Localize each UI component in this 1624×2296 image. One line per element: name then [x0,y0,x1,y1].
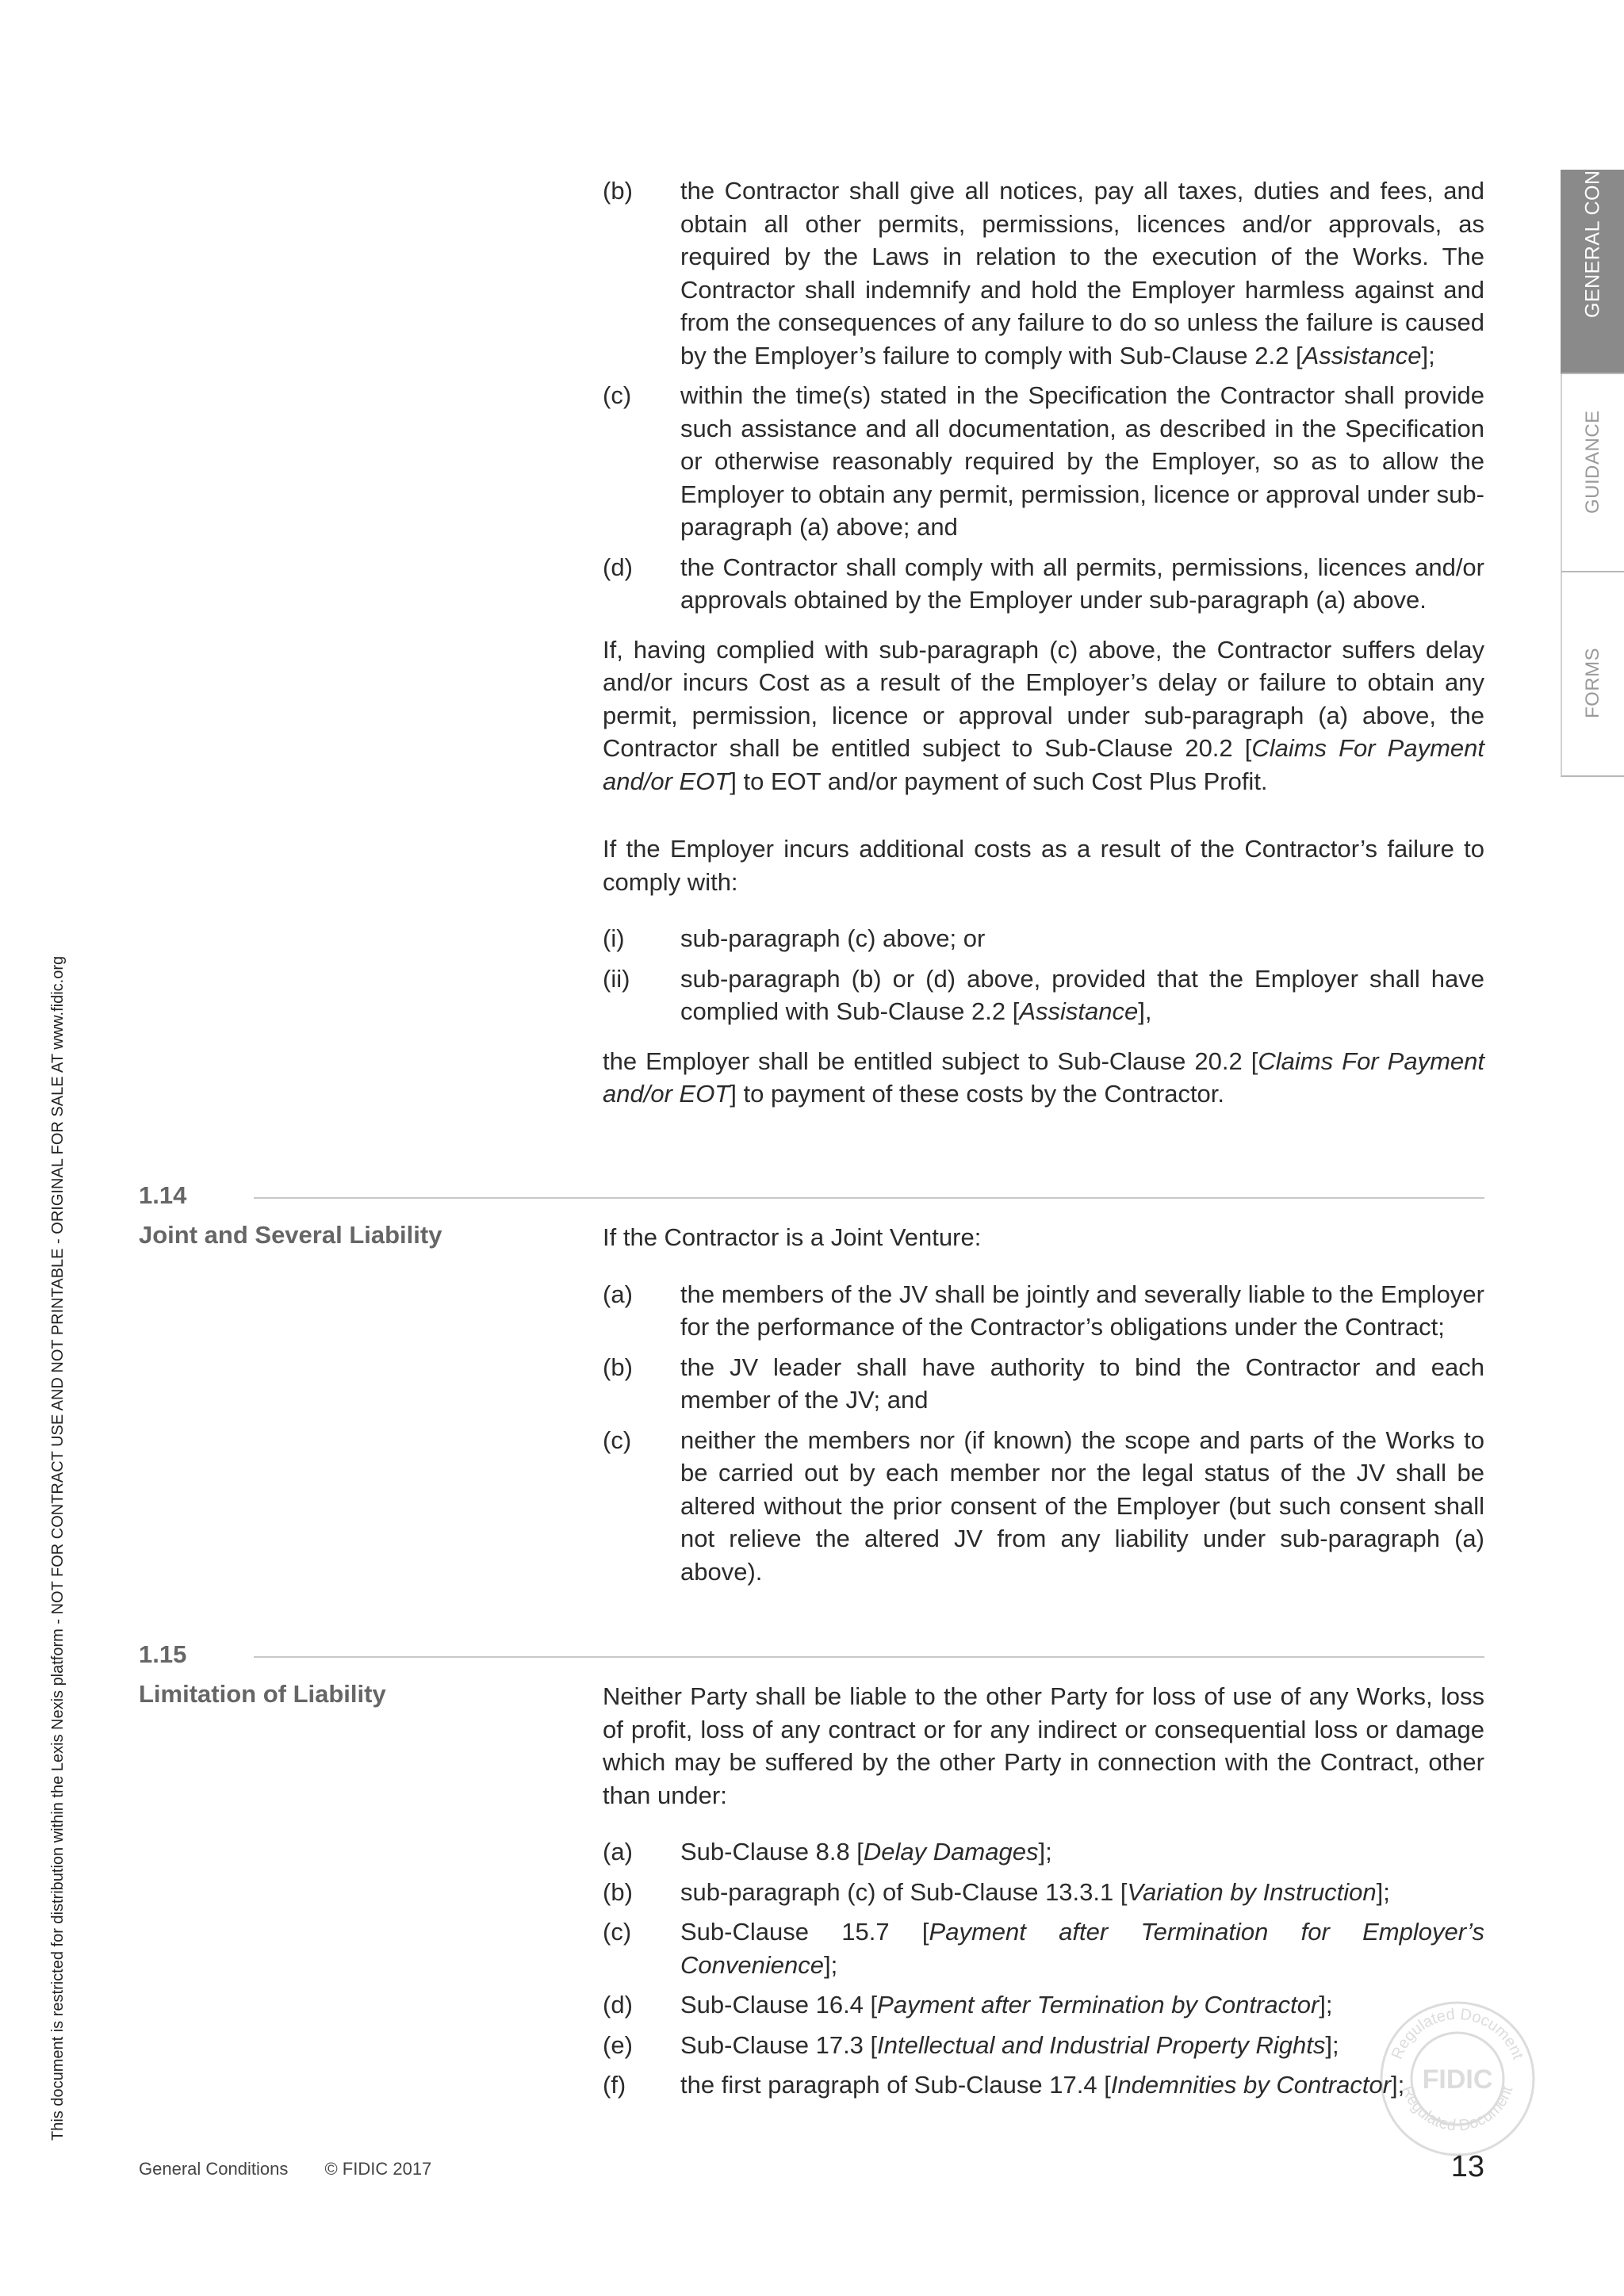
list-item [603,1351,1484,1417]
item-after: ]; [1319,1991,1333,2019]
para-text: the Employer shall be entitled subject to Sub-Clause 20.2 [ [603,1047,1258,1075]
item-label: (c) [603,381,632,409]
tab-forms[interactable] [1561,572,1624,777]
paragraph: If the Employer incurs additional costs as a result of the Contractor’s failure to comply with: [603,835,1484,896]
section-title: Joint and Several Liability [139,1221,442,1249]
section-tabs [1561,86,1624,777]
item-after: ], [1138,997,1152,1025]
item-italic: Intellectual and Industrial Property Rights [877,2030,1326,2059]
fidic-regulated-stamp [1378,1999,1537,2158]
stamp-bottom-text: Regulated Document [1398,2083,1517,2135]
section-divider [254,1197,1484,1199]
item-label: (a) [603,1838,633,1866]
list-item [603,1835,1484,1869]
item-label: (b) [603,1877,633,1906]
item-text: sub-paragraph (b) or (d) above, provided that the Employer shall have complied with Sub-Clause 2.2 [ [680,964,1484,1025]
paragraph [603,1045,1484,1111]
para-after: ] to payment of these costs by the Contractor. [730,1080,1225,1108]
footer-copyright: © FIDIC 2017 [324,2159,432,2179]
page-footer [139,2159,463,2179]
list-item [603,2068,1484,2102]
item-italic: Payment after Termination for Employer’s Convenience [680,1918,1485,1979]
item-after: ]; [1376,1877,1390,1906]
side-disclaimer: This document is restricted for distribution within the Lexis Nexis platform - NOT FOR CONTRACT USE AND NOT PRINTABLE - ORIGINAL FOR SALE AT www.fidic.org [49,955,67,2141]
item-text: sub-paragraph (c) of Sub-Clause 13.3.1 [ [680,1877,1128,1906]
main-text [603,174,1484,1111]
tab-guidance[interactable] [1561,374,1624,572]
paragraph [603,633,1484,798]
section-divider [254,1656,1484,1658]
item-after: ]; [1391,2071,1405,2099]
list-item [603,551,1484,617]
section-title: Limitation of Liability [139,1680,386,1708]
page-number: 13 [1450,2150,1484,2183]
item-label: (e) [603,2030,633,2059]
stamp-top-text: Regulated Document [1388,2005,1527,2062]
item-text: neither the members nor (if known) the scope and parts of the Works to be carried out by each member nor the legal status of the JV shall be altered without the prior consent of the Employer (but such consent shall not relieve the altered JV from any liability under sub-paragraph (a) above). [680,1425,1484,1586]
item-italic: Assistance [1302,341,1422,369]
list-item [603,379,1484,544]
para-italic: Claims For Payment and/or EOT [603,734,1484,795]
section-1-15-body [603,1680,1484,2109]
item-label: (d) [603,1991,633,2019]
list-item [603,962,1484,1028]
item-text: sub-paragraph (c) above; or [680,924,986,952]
stamp-center-text: FIDIC [1422,2064,1493,2095]
paragraph: If the Contractor is a Joint Venture: [603,1223,982,1251]
item-after: ]; [1325,2030,1339,2059]
tab-general-conditions[interactable] [1561,86,1624,374]
list-item [603,1988,1484,2022]
item-label: (d) [603,553,633,581]
item-label: (i) [603,924,625,952]
item-text: the first paragraph of Sub-Clause 17.4 [ [680,2071,1111,2099]
item-label: (c) [603,1918,632,1946]
item-text: Sub-Clause 15.7 [ [680,1918,929,1946]
item-label: (ii) [603,964,630,993]
section-number: 1.14 [139,1181,187,1209]
item-text: the JV leader shall have authority to bind the Contractor and each member of the JV; and [680,1353,1484,1414]
list-item [603,922,1484,955]
item-text: the Contractor shall give all notices, pay all taxes, duties and fees, and obtain all other permits, permissions, licences and/or approvals, as required by the Laws in relation to the execution of the Works. The Contractor shall indemnify and hold the Employer harmless against and from the consequences of any failure to do so unless the failure is caused by the Employer’s failure to comply with Sub-Clause 2.2 [ [680,177,1484,369]
para-text: If, having complied with sub-paragraph (c) above, the Contractor suffers delay and/or incurs Cost as a result of the Employer’s delay or failure to obtain any permit, permission, licence or approval under sub-paragraph (a) above, the Contractor shall be entitled subject to Sub-Clause 20.2 [ [603,635,1484,762]
tab-label: GUIDANCE [1582,410,1603,514]
item-italic: Payment after Termination by Contractor [877,1991,1320,2019]
list-item [603,1876,1484,1909]
item-text: the members of the JV shall be jointly and severally liable to the Employer for the performance of the Contractor’s obligations under the Contract; [680,1280,1484,1341]
item-text: Sub-Clause 17.3 [ [680,2030,878,2059]
item-italic: Delay Damages [863,1838,1039,1866]
item-after: ]; [1038,1838,1052,1866]
list-item [603,1278,1484,1344]
item-text: Sub-Clause 16.4 [ [680,1991,878,2019]
paragraph: Neither Party shall be liable to the other Party for loss of use of any Works, loss of profit, loss of any contract or for any indirect or consequential loss or damage which may be suffered by the other Party in connection with the Contract, other than under: [603,1682,1484,1809]
item-italic: Variation by Instruction [1127,1877,1377,1906]
footer-left: General Conditions [139,2159,289,2179]
section-1-14-body [603,1221,1484,1595]
para-after: ] to EOT and/or payment of such Cost Plus Profit. [730,767,1268,795]
item-italic: Assistance [1019,997,1139,1025]
list-item [603,1424,1484,1589]
item-label: (b) [603,177,633,205]
item-text: the Contractor shall comply with all permits, permissions, licences and/or approvals obtained by the Employer under sub-paragraph (a) above. [680,553,1484,614]
para-italic: Claims For Payment and/or EOT [603,1047,1484,1108]
list-item [603,2029,1484,2062]
tab-label: FORMS [1582,647,1603,718]
section-number: 1.15 [139,1640,187,1668]
item-label: (b) [603,1353,633,1381]
item-after: ]; [823,1950,838,1979]
item-text: within the time(s) stated in the Specification the Contractor shall provide such assistance and all documentation, as described in the Specification or otherwise reasonably required by the Employer, so as to allow the Employer to obtain any permit, permission, licence or approval under sub-paragraph (a) above; and [680,381,1484,541]
item-label: (c) [603,1425,632,1454]
list-item [603,174,1484,372]
tab-label: GENERAL CONDITIONS [1581,86,1604,318]
list-item [603,1915,1484,1981]
item-text: Sub-Clause 8.8 [ [680,1838,864,1866]
item-label: (a) [603,1280,633,1308]
item-label: (f) [603,2071,626,2099]
item-italic: Indemnities by Contractor [1110,2071,1392,2099]
item-after: ]; [1421,341,1435,369]
